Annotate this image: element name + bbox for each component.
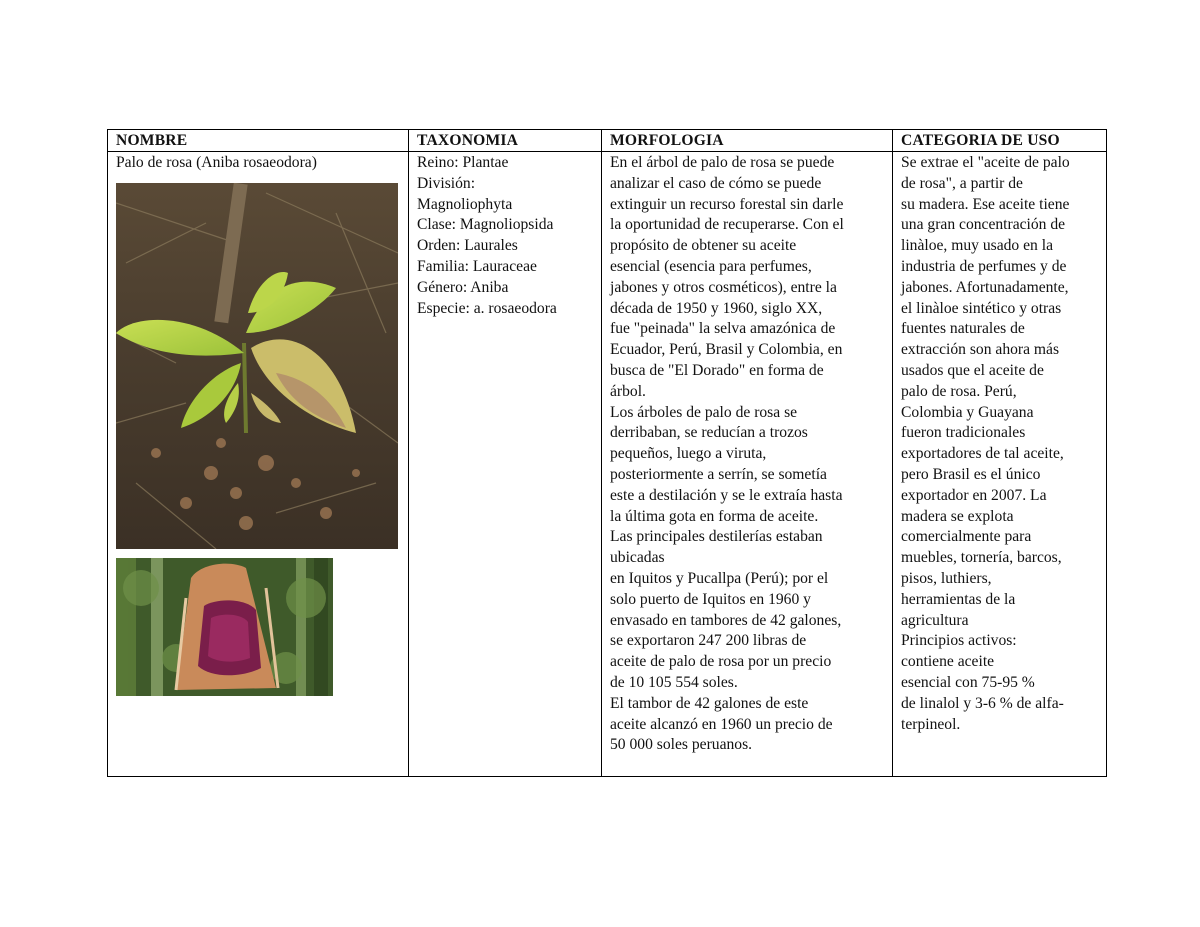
usage-line: madera se explota [901,507,1014,525]
rosewood-trunk-cut-photo [116,558,401,696]
morphology-line: busca de "El Dorado" en forma de [610,361,824,379]
morphology-line: Las principales destilerías estaban [610,528,823,546]
morphology-line: la última gota en forma de aceite. [610,507,819,525]
usage-line: industria de perfumes y de [901,257,1067,275]
morphology-line: jabones y otros cosméticos), entre la [610,278,837,296]
usage-line: el linàloe sintético y otras [901,299,1062,317]
morphology-line: Ecuador, Perú, Brasil y Colombia, en [610,341,843,359]
table-row [108,152,1107,777]
morphology-line: árbol. [610,382,646,400]
usage-line: una gran concentración de [901,216,1066,234]
taxonomy-line: Orden: Laurales [417,237,518,255]
usage-line: usados que el aceite de [901,361,1044,379]
usage-line: exportadores de tal aceite, [901,445,1064,463]
morphology-line: pequeños, luego a viruta, [610,445,767,463]
taxonomy-line: División: [417,174,476,192]
species-name: Palo de rosa (Aniba rosaeodora) [116,154,317,171]
usage-line: fuentes naturales de [901,320,1025,338]
cell-nombre [108,152,409,777]
usage-line: Principios activos: [901,632,1017,650]
morphology-line: envasado en tambores de 42 galones, [610,611,842,629]
header-morfologia: MORFOLOGIA [602,130,893,152]
morphology-line: derribaban, se reducían a trozos [610,424,808,442]
morphology-line: la oportunidad de recuperarse. Con el [610,216,844,234]
usage-line: comercialmente para [901,528,1032,546]
usage-line: extracción son ahora más [901,341,1060,359]
morphology-line: fue "peinada" la selva amazónica de [610,320,836,338]
usage-line: su madera. Ese aceite tiene [901,195,1070,213]
morphology-line: aceite de palo de rosa por un precio [610,653,832,671]
morphology-line: posteriormente a serrín, se sometía [610,465,827,483]
usage-line: Colombia y Guayana [901,403,1034,421]
cell-taxonomia [409,152,602,777]
header-row [108,130,1107,152]
usage-line: esencial con 75-95 % [901,673,1035,691]
morphology-line: ubicadas [610,549,665,567]
header-nombre: NOMBRE [108,130,409,152]
morphology-line: en Iquitos y Pucallpa (Perú); por el [610,569,829,587]
morphology-line: de 10 105 554 soles. [610,673,738,691]
header-categoria: CATEGORIA DE USO [893,130,1107,152]
taxonomy-line: Especie: a. rosaeodora [417,299,557,317]
morphology-line: Los árboles de palo de rosa se [610,403,798,421]
morphology-line: aceite alcanzó en 1960 un precio de [610,715,833,733]
morphology-line: El tambor de 42 galones de este [610,694,809,712]
morphology-line: En el árbol de palo de rosa se puede [610,154,835,171]
species-table [107,129,1107,777]
usage-line: herramientas de la [901,590,1016,608]
usage-line: jabones. Afortunadamente, [901,278,1069,296]
morphology-line: propósito de obtener su aceite [610,237,797,255]
usage-line: fueron tradicionales [901,424,1026,442]
usage-line: de linalol y 3-6 % de alfa- [901,694,1064,712]
morphology-line: 50 000 soles peruanos. [610,736,753,754]
usage-line: de rosa", a partir de [901,174,1023,192]
morphology-line: extinguir un recurso forestal sin darle [610,195,844,213]
usage-line: pisos, luthiers, [901,569,992,587]
cell-morfologia [602,152,893,777]
taxonomy-line: Clase: Magnoliopsida [417,216,554,234]
usage-line: agricultura [901,611,969,629]
usage-line: palo de rosa. Perú, [901,382,1017,400]
taxonomy-line: Magnoliophyta [417,195,513,213]
usage-line: terpineol. [901,715,961,733]
morphology-line: década de 1950 y 1960, siglo XX, [610,299,823,317]
morphology-line: esencial (esencia para perfumes, [610,257,812,275]
usage-line: exportador en 2007. La [901,486,1047,504]
usage-line: muebles, tornería, barcos, [901,549,1062,567]
usage-line: contiene aceite [901,653,995,671]
rosewood-seedling-photo [116,183,401,549]
usage-line: linàloe, muy usado en la [901,237,1054,255]
taxonomy-line: Reino: Plantae [417,154,509,171]
taxonomy-line: Género: Aniba [417,278,509,296]
morphology-line: solo puerto de Iquitos en 1960 y [610,590,811,608]
morphology-line: este a destilación y se le extraía hasta [610,486,843,504]
taxonomy-line: Familia: Lauraceae [417,257,537,275]
morphology-line: analizar el caso de cómo se puede [610,174,822,192]
usage-line: Se extrae el "aceite de palo [901,154,1070,171]
morphology-line: se exportaron 247 200 libras de [610,632,807,650]
cell-categoria [893,152,1107,777]
header-taxonomia: TAXONOMIA [409,130,602,152]
usage-line: pero Brasil es el único [901,465,1041,483]
